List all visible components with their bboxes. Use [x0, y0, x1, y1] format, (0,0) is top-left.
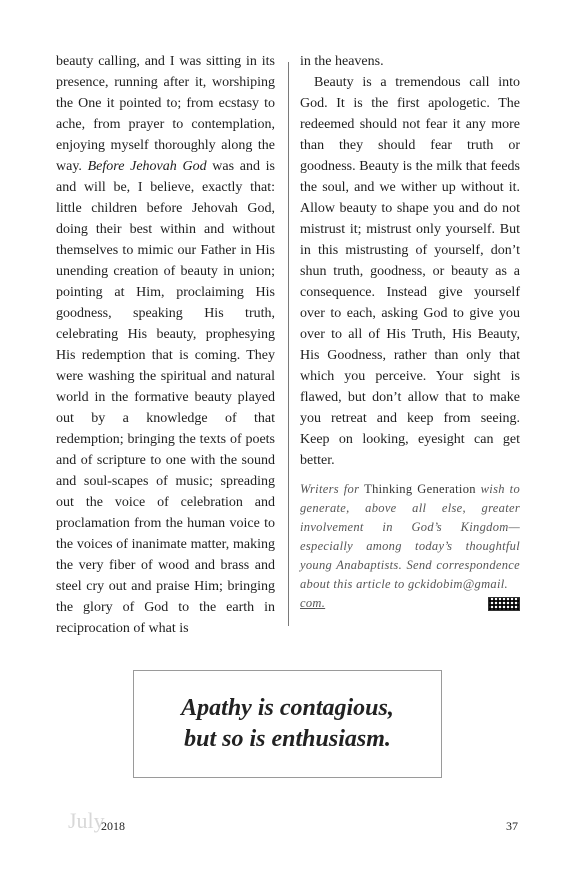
right-paragraph-1: in the heavens. [300, 54, 384, 69]
left-paragraph-emphasis: Before Jehovah God [87, 159, 207, 174]
left-paragraph [56, 51, 275, 639]
pull-quote-line-1: Apathy is contagious, [181, 695, 394, 721]
blurb-email-tail[interactable]: com. [300, 596, 326, 610]
pull-quote-box [133, 670, 442, 778]
left-paragraph-text-a: beauty calling, and I was sitting in its presence, running after it, worshiping the One it pointed to; from ecstasy to ache, from prayer to contemplation, enjoying myself thoroughly along the way. [56, 54, 275, 174]
blurb-end-line [300, 594, 520, 613]
column-divider [288, 62, 289, 626]
blurb-publication: Thinking Generation [364, 482, 476, 496]
blurb-body: wish to generate, above all else, greater involvement in God’s Kingdom—especially among today’s thoughtful young Anabaptists. Send correspondence about this article to gckidobim@gmail. [300, 482, 520, 591]
left-paragraph-text-b: was and is and will be, I believe, exactly that: little children before Jehovah God, doing their best within and without themselves to mimic our Father in His unending creation of beauty in union; pointing at Him, proclaiming His goodness, speaking His truth, celebrating His beauty, prophesying His redemption that is coming. They were washing the spiritual and natural world in the formative beauty played out by a knowledge of that redemption; bringing the texts of poets and of scripture to one with the sound and soul-scapes of music; spreading out the voice of celebration and proclamation from the human voice to the voices of inanimate matter, making the very fiber of wood and brass and steel cry out and praise Him; bringing the glory of God to the earth in reciprocation of what is [56, 159, 275, 636]
right-column [300, 51, 520, 471]
left-column [56, 51, 275, 639]
blurb-lead: Writers for [300, 482, 365, 496]
author-blurb [300, 480, 520, 613]
footer-year: 2018 [101, 819, 125, 833]
pull-quote-line-2: but so is enthusiasm. [184, 726, 391, 752]
footer-month: July [68, 808, 105, 833]
qr-code-icon [488, 597, 520, 611]
right-paragraph-2: Beauty is a tremendous call into God. It is the first apologetic. The redeemed should not fear it any more than they should fear truth or goodness. Beauty is the milk that feeds the soul, and we wither up without it. Allow beauty to shape you and do not mistrust it; mistrust only yourself. But in this mistrusting of yourself, don’t shun truth, goodness, or beauty as a consequence. Instead give yourself over to each, asking God to give you over to all of His Truth, His Beauty, His Goodness, rather than only that which you perceive. Your sight is flawed, but don’t allow that to make you retreat and keep from seeing. Keep on looking, eyesight can get better. [300, 75, 520, 468]
page-number: 37 [506, 819, 518, 833]
